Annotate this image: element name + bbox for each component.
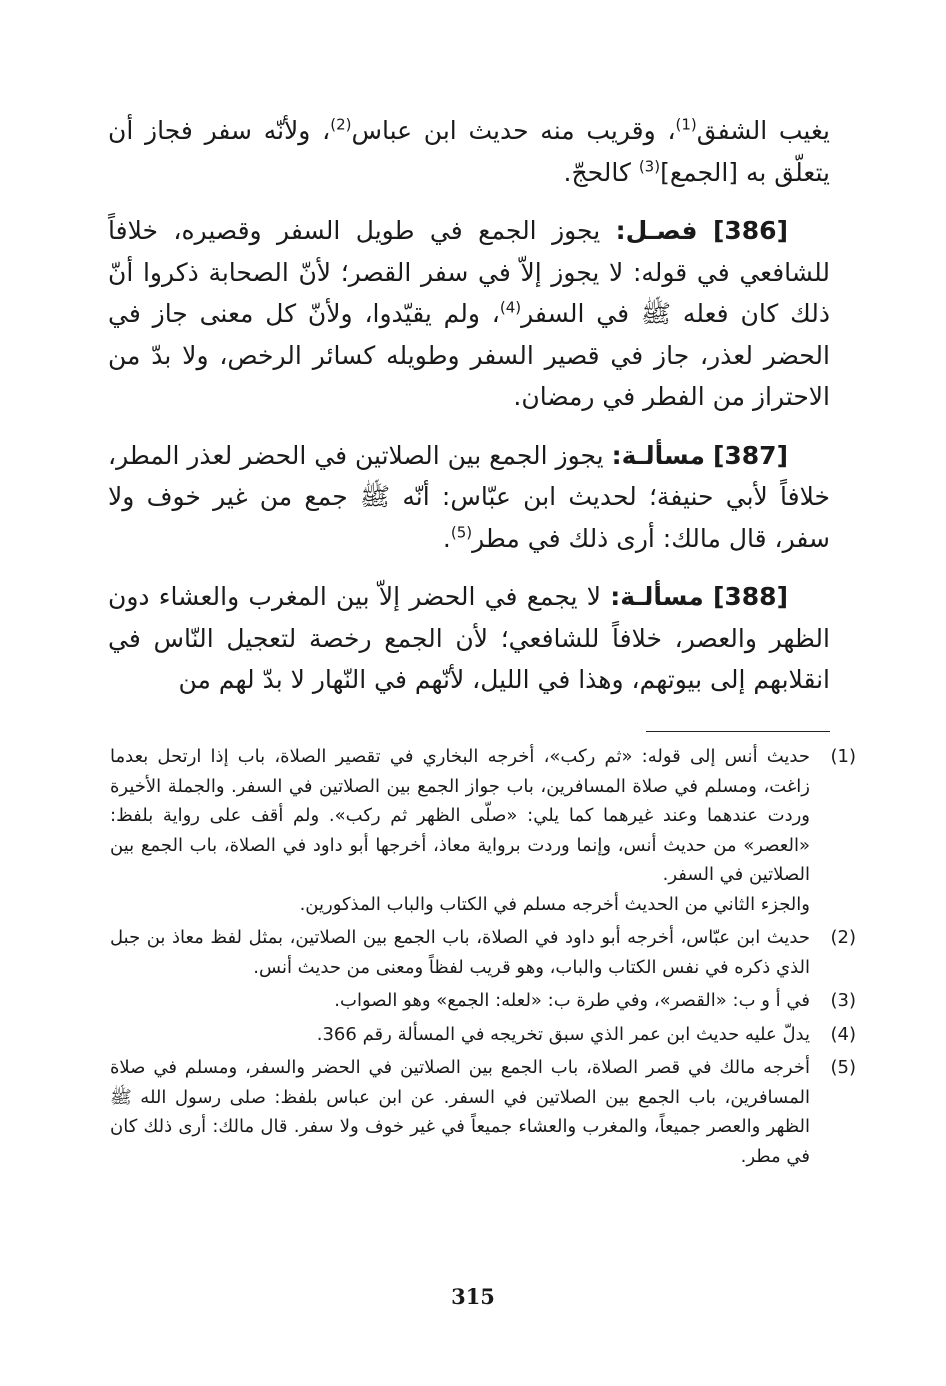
section-heading: مسألـة: (611, 440, 705, 470)
section-386-text-b: ، ولم يقيّدوا، ولأنّ كل معنى جاز في الحضر لعذر، جاز في قصير السفر وطويله كسائر الرخص، ولا بدّ من الاحتراز من الفطر في رمضان. (108, 299, 830, 411)
footnote-number: (4) (830, 1023, 856, 1045)
footnote-ref-2: (2) (330, 115, 352, 134)
footnote-text: في أ و ب: «القصر»، وفي طرة ب: «لعله: الجمع» وهو الصواب. (334, 990, 810, 1011)
paragraph-1-text-b: ، وقريب منه حديث ابن عباس (351, 116, 676, 145)
page-number: 315 (451, 1284, 495, 1309)
footnotes (110, 742, 856, 1175)
section-386 (108, 210, 830, 418)
section-387-text-a: يجوز الجمع بين الصلاتين في الحضر لعذر المطر، خلافاً لأبي حنيفة؛ لحديث ابن عبّاس: أنّه ﷺ جمع من غير خوف ولا سفر، قال مالك: أرى ذلك في مطر (108, 440, 830, 553)
footnote-number: (2) (830, 927, 856, 948)
paragraph-1-text-c: ، ولأنّه سفر فجاز أن يتعلّق به [الجمع] (108, 116, 830, 187)
footnote-number: (3) (830, 990, 856, 1011)
section-heading: مسألـة: (610, 582, 704, 611)
footnote-text: يدلّ عليه حديث ابن عمر الذي سبق تخريجه في المسألة رقم 366. (316, 1023, 810, 1045)
footnote-3 (110, 986, 856, 1016)
footnote-2 (110, 923, 856, 982)
section-388 (108, 576, 830, 701)
footnote-separator (646, 731, 830, 732)
footnote-ref-1: (1) (675, 115, 697, 134)
footnote-ref-5: (5) (450, 523, 473, 542)
footnote-4 (110, 1020, 856, 1050)
footnote-body (110, 742, 810, 919)
footnote-text: أخرجه مالك في قصر الصلاة، باب الجمع بين الصلاتين في الحضر والسفر، ومسلم في صلاة المسافرين، باب الجمع بين الصلاتين في السفر. عن ابن عباس بلفظ: صلى رسول الله ﷺ الظهر والعصر جميعاً، والمغرب والعشاء جميعاً في غير خوف ولا سفر. قال مالك: أرى ذلك كان في مطر. (110, 1057, 810, 1167)
footnote-text: حديث ابن عبّاس، أخرجه أبو داود في الصلاة، باب الجمع بين الصلاتين، بمثل لفظ معاذ بن جبل الذي ذكره في نفس الكتاب والباب، وهو قريب لفظاً ومعنى من حديث أنس. (110, 927, 810, 978)
footnote-text: حديث أنس إلى قوله: «ثم ركب»، أخرجه البخاري في تقصير الصلاة، باب إذا ارتحل بعدما زاغت، ومسلم في صلاة المسافرين، باب جواز الجمع بين الصلاتين في السفر. والجملة الأخيرة وردت عندهما وعند غيرهما كما يلي: «صلّى الظهر ثم ركب». ولم أقف على رواية بلفظ: «العصر» من حديث أنس، وإنما وردت برواية معاذ، أخرجها أبو داود في الصلاة، باب الجمع بين الصلاتين في السفر. (110, 746, 810, 885)
section-number: [388] (712, 582, 788, 611)
paragraph-1 (108, 110, 830, 193)
footnote-1 (110, 742, 856, 919)
footnote-number: (5) (830, 1057, 856, 1078)
footnote-ref-4: (4) (499, 298, 522, 317)
main-text (108, 110, 830, 701)
section-number: [386] (712, 216, 788, 245)
section-386-text-a: يجوز الجمع في طويل السفر وقصيره، خلافاً للشافعي في قوله: لا يجوز إلاّ في سفر القصر؛ لأنّ الصحابة ذكروا أنّ ذلك كان فعله ﷺ في السفر (108, 216, 830, 328)
section-387 (108, 435, 830, 560)
paragraph-1-text-d: كالحجّ. (563, 157, 639, 187)
footnote-text-continued: والجزء الثاني من الحديث أخرجه مسلم في الكتاب والباب المذكورين. (299, 893, 810, 915)
section-387-text-b: . (442, 523, 451, 553)
footnote-number: (1) (830, 746, 856, 767)
section-number: [387] (712, 440, 788, 470)
section-heading: فصـل: (615, 216, 698, 245)
paragraph-1-text-a: يغيب الشفق (696, 116, 830, 145)
section-388-text-a: لا يجمع في الحضر إلاّ بين المغرب والعشاء دون الظهر والعصر، خلافاً للشافعي؛ لأن الجمع رخصة لتعجيل النّاس في انقلابهم إلى بيوتهم، وهذا في الليل، لأنّهم في النّهار لا بدّ لهم من (108, 582, 830, 694)
footnote-5 (110, 1053, 856, 1171)
footnote-ref-3: (3) (638, 157, 661, 176)
